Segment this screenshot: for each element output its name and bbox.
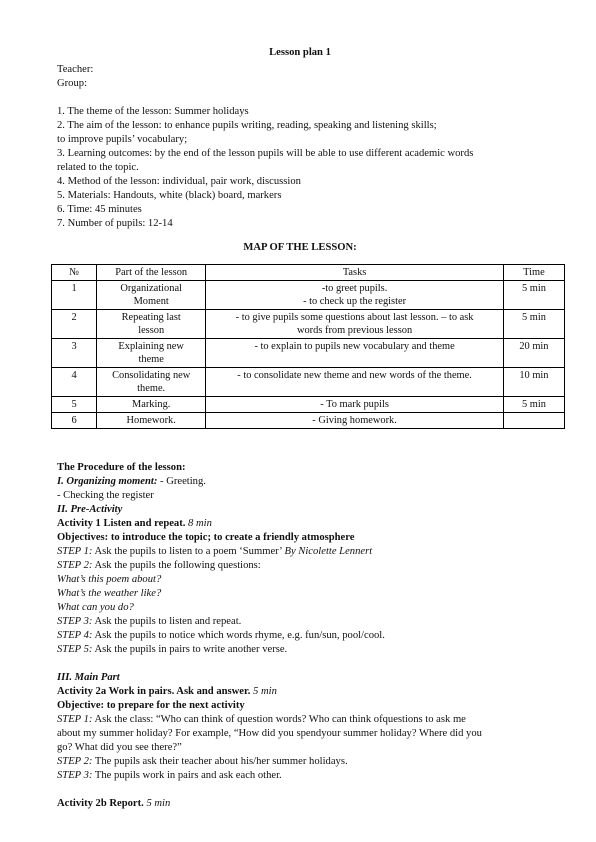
step-text: Ask the pupils to notice which words rhyme, e.g. fun/sun, pool/cool. bbox=[92, 630, 385, 641]
teacher-field: Teacher: bbox=[57, 64, 94, 75]
header-time: Time bbox=[503, 265, 564, 281]
plan-item: 3. Learning outcomes: by the end of the lesson pupils will be able to use different academic words bbox=[57, 148, 474, 159]
task-line: words from previous lesson bbox=[296, 325, 413, 336]
row-time: 5 min bbox=[503, 281, 564, 310]
step-line bbox=[57, 755, 547, 769]
step-line bbox=[57, 643, 547, 657]
step-line bbox=[57, 769, 547, 783]
task-line: -to greet pupils. bbox=[321, 283, 388, 294]
row-number: 6 bbox=[52, 413, 97, 429]
row-number: 3 bbox=[52, 339, 97, 368]
group-field: Group: bbox=[57, 78, 88, 89]
header-part: Part of the lesson bbox=[97, 265, 206, 281]
task-line: - Giving homework. bbox=[312, 415, 397, 426]
part-line: theme. bbox=[137, 383, 166, 394]
row-time: 5 min bbox=[503, 310, 564, 339]
lesson-plan-page bbox=[57, 46, 543, 264]
step-text: Ask the class: “Who can think of question words? Who can think ofquestions to ask me bbox=[92, 714, 466, 725]
step-line bbox=[57, 713, 547, 727]
spacer bbox=[57, 91, 543, 105]
org-moment-line bbox=[57, 475, 547, 489]
row-time bbox=[503, 413, 564, 429]
step-label: STEP 3: bbox=[57, 616, 93, 627]
step-text: The pupils work in pairs and ask each other. bbox=[92, 770, 282, 781]
row-tasks bbox=[206, 339, 504, 368]
row-part bbox=[97, 339, 206, 368]
part-line: Homework. bbox=[126, 415, 176, 426]
step-text: Ask the pupils in pairs to write another verse. bbox=[92, 644, 288, 655]
pre-activity-heading: II. Pre-Activity bbox=[57, 504, 123, 515]
step-label: STEP 4: bbox=[57, 630, 93, 641]
poem-author: By Nicolette Lennert bbox=[284, 546, 373, 557]
row-part bbox=[97, 397, 206, 413]
plan-item: 7. Number of pupils: 12-14 bbox=[57, 218, 173, 229]
plan-item: 1. The theme of the lesson: Summer holidays bbox=[57, 106, 249, 117]
row-part bbox=[97, 413, 206, 429]
task-line: - to explain to pupils new vocabulary and theme bbox=[254, 341, 455, 352]
plan-item: 2. The aim of the lesson: to enhance pupils writing, reading, speaking and listening skills; bbox=[57, 120, 437, 131]
table-row bbox=[52, 281, 565, 310]
row-number: 5 bbox=[52, 397, 97, 413]
map-title: MAP OF THE LESSON: bbox=[243, 242, 357, 253]
step-line bbox=[57, 615, 547, 629]
table-row bbox=[52, 397, 565, 413]
step-line bbox=[57, 545, 547, 559]
activity-1-title: Activity 1 Listen and repeat. bbox=[57, 518, 186, 529]
activity-1-objectives: Objectives: to introduce the topic; to create a friendly atmosphere bbox=[57, 532, 355, 543]
header-number: № bbox=[52, 265, 97, 281]
step-text: Ask the pupils the following questions: bbox=[92, 560, 261, 571]
task-line: - To mark pupils bbox=[320, 399, 389, 410]
activity-2a-title-line bbox=[57, 685, 547, 699]
activity-2a-objective: Objective: to prepare for the next activity bbox=[57, 700, 245, 711]
step-text: Ask the pupils to listen and repeat. bbox=[92, 616, 242, 627]
activity-2b-title-line bbox=[57, 797, 547, 811]
row-time: 10 min bbox=[503, 368, 564, 397]
table-row bbox=[52, 339, 565, 368]
step-label: STEP 1: bbox=[57, 714, 93, 725]
activity-1-title-line bbox=[57, 517, 547, 531]
part-line: lesson bbox=[138, 325, 165, 336]
procedure-section bbox=[57, 461, 547, 811]
question-line: What’s this poem about? bbox=[57, 574, 162, 585]
row-number: 1 bbox=[52, 281, 97, 310]
plan-item: related to the topic. bbox=[57, 162, 139, 173]
row-tasks bbox=[206, 368, 504, 397]
part-line: Explaining new bbox=[118, 341, 184, 352]
part-line: theme bbox=[138, 354, 164, 365]
plan-item: 5. Materials: Handouts, white (black) board, markers bbox=[57, 190, 282, 201]
activity-2a-title: Activity 2a Work in pairs. Ask and answer. bbox=[57, 686, 251, 697]
plan-item: to improve pupils’ vocabulary; bbox=[57, 134, 188, 145]
activity-2a-time: 5 min bbox=[250, 686, 277, 697]
table-row bbox=[52, 310, 565, 339]
row-tasks bbox=[206, 310, 504, 339]
task-line: - to give pupils some questions about last lesson. – to ask bbox=[235, 312, 474, 323]
step-text: Ask the pupils to listen to a poem ‘Summer’ bbox=[92, 546, 285, 557]
row-time: 20 min bbox=[503, 339, 564, 368]
row-tasks bbox=[206, 397, 504, 413]
step-text-continued: about my summer holiday? For example, “How did you spendyour summer holiday? Where did you bbox=[57, 728, 482, 739]
step-label: STEP 5: bbox=[57, 644, 93, 655]
procedure-heading: The Procedure of the lesson: bbox=[57, 462, 186, 473]
table-row bbox=[52, 413, 565, 429]
plan-item: 4. Method of the lesson: individual, pair work, discussion bbox=[57, 176, 301, 187]
spacer bbox=[57, 657, 547, 671]
task-line: - to consolidate new theme and new words of the theme. bbox=[237, 370, 472, 381]
table-row bbox=[52, 368, 565, 397]
step-label: STEP 3: bbox=[57, 770, 93, 781]
row-number: 4 bbox=[52, 368, 97, 397]
task-line: - to check up the register bbox=[303, 296, 407, 307]
row-tasks bbox=[206, 413, 504, 429]
org-moment-text: - Greeting. bbox=[157, 476, 206, 487]
step-label: STEP 1: bbox=[57, 546, 93, 557]
part-line: Consolidating new bbox=[112, 370, 191, 381]
step-line bbox=[57, 629, 547, 643]
part-line: Organizational bbox=[120, 283, 182, 294]
page-title: Lesson plan 1 bbox=[269, 47, 331, 58]
row-part bbox=[97, 281, 206, 310]
step-label: STEP 2: bbox=[57, 560, 93, 571]
org-moment-label: I. Organizing moment: bbox=[57, 476, 158, 487]
step-line bbox=[57, 559, 547, 573]
spacer bbox=[57, 783, 547, 797]
table-header-row bbox=[52, 265, 565, 281]
header-tasks: Tasks bbox=[206, 265, 504, 281]
plan-item: 6. Time: 45 minutes bbox=[57, 204, 142, 215]
row-part bbox=[97, 368, 206, 397]
step-text-continued: go? What did you see there?” bbox=[57, 742, 182, 753]
activity-1-time: 8 min bbox=[185, 518, 212, 529]
org-moment-item: - Checking the register bbox=[57, 490, 154, 501]
question-line: What can you do? bbox=[57, 602, 134, 613]
row-number: 2 bbox=[52, 310, 97, 339]
activity-2b-time: 5 min bbox=[143, 798, 171, 809]
row-time: 5 min bbox=[503, 397, 564, 413]
part-line: Marking. bbox=[131, 399, 171, 410]
question-line: What’s the weather like? bbox=[57, 588, 162, 599]
activity-2b-title: Activity 2b Report. bbox=[57, 798, 144, 809]
part-line: Moment bbox=[133, 296, 169, 307]
row-part bbox=[97, 310, 206, 339]
part-line: Repeating last bbox=[121, 312, 181, 323]
main-part-heading: III. Main Part bbox=[57, 672, 120, 683]
step-label: STEP 2: bbox=[57, 756, 93, 767]
lesson-map-table bbox=[51, 264, 565, 429]
step-text: The pupils ask their teacher about his/her summer holidays. bbox=[92, 756, 348, 767]
row-tasks bbox=[206, 281, 504, 310]
